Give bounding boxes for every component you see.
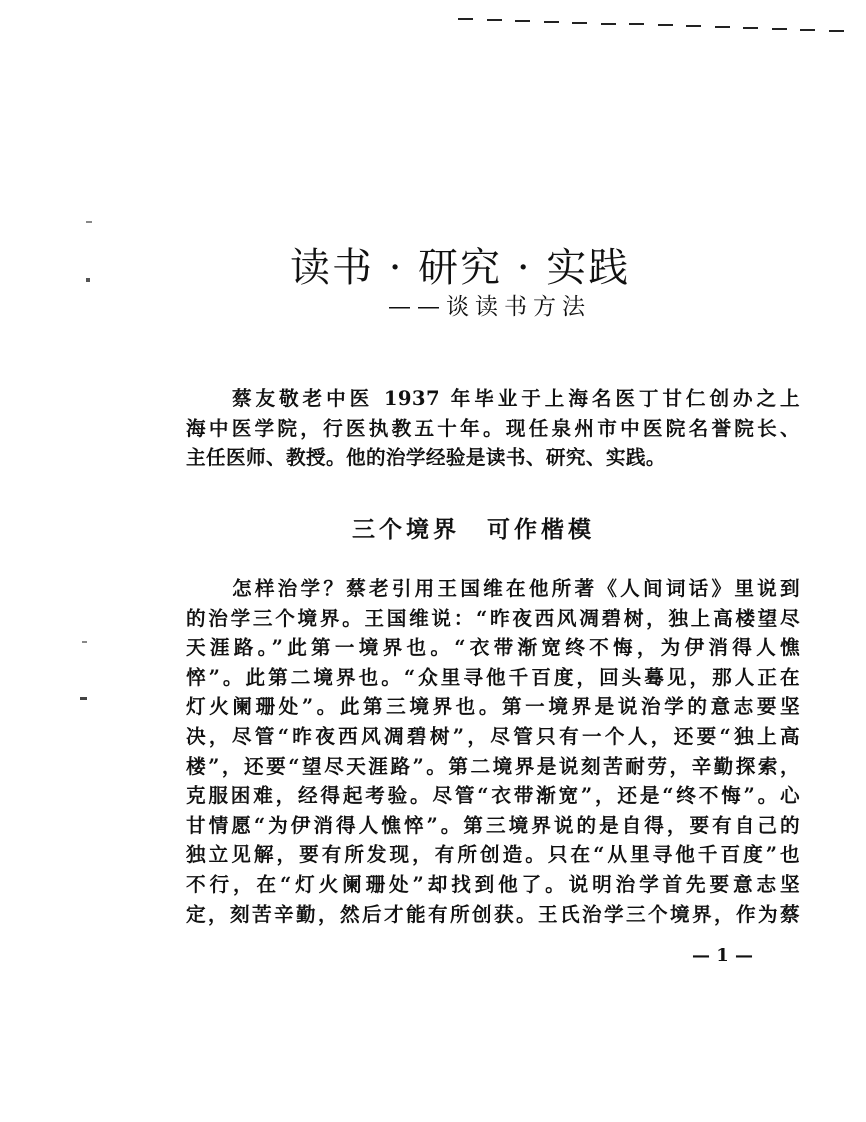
dash-segment xyxy=(544,21,559,23)
body-line: 甘情愿“为伊消得人憔悴”。第三境界说的是自得，要有自己的 xyxy=(186,813,800,837)
dash-segment xyxy=(487,19,502,21)
intro-line: 海中医学院，行医执教五十年。现任泉州市中医院名誉院长、 xyxy=(186,416,800,440)
scan-artifact xyxy=(80,697,87,700)
intro-line: 蔡友敬老中医 1937 年毕业于上海名医丁甘仁创办之上 xyxy=(232,387,800,410)
dash-segment xyxy=(743,27,758,29)
body-line: 克服困难，经得起考验。尽管“衣带渐宽”，还是“终不悔”。心 xyxy=(186,784,800,808)
body-line: 灯火阑珊处”。此第三境界也。第一境界是说治学的意志要坚 xyxy=(186,695,800,719)
dash-segment xyxy=(458,18,473,20)
dash-segment xyxy=(629,23,644,25)
dash-segment xyxy=(686,25,701,27)
header-dashed-rule xyxy=(458,18,858,42)
scan-artifact xyxy=(82,641,87,643)
body-line: 定，刻苦辛勤，然后才能有所创获。王氏治学三个境界，作为蔡 xyxy=(186,902,800,926)
intro-paragraph xyxy=(186,384,800,473)
page-title: 读书 · 研究 · 实践 xyxy=(290,245,631,291)
body-paragraph xyxy=(186,574,800,929)
dash-segment xyxy=(658,24,673,26)
dash-segment xyxy=(515,20,530,22)
body-line: 决，尽管“昨夜西风凋碧树”，尽管只有一个人，还要“独上高 xyxy=(186,724,800,748)
dash-segment xyxy=(772,28,787,30)
body-line: 怎样治学？蔡老引用王国维在他所著《人间词话》里说到 xyxy=(232,577,800,600)
scan-artifact xyxy=(86,278,90,282)
section-heading: 三个境界 可作楷模 xyxy=(352,516,595,543)
intro-line: 主任医师、教授。他的治学经验是读书、研究、实践。 xyxy=(186,446,666,470)
dash-segment xyxy=(829,30,844,32)
dash-segment xyxy=(715,26,730,28)
body-line: 悴”。此第二境界也。“众里寻他千百度，回头蓦见，那人正在 xyxy=(186,665,800,689)
body-line: 楼”，还要“望尽天涯路”。第二境界是说刻苦耐劳，辛勤探索， xyxy=(186,754,800,778)
body-line: 天涯路。”此第一境界也。“衣带渐宽终不悔，为伊消得人憔 xyxy=(186,636,800,660)
body-line: 独立见解，要有所发现，有所创造。只在“从里寻他千百度”也 xyxy=(186,843,800,867)
page-subtitle: ——谈读书方法 xyxy=(388,294,591,320)
body-line: 的治学三个境界。王国维说：“昨夜西风凋碧树，独上高楼望尽 xyxy=(186,606,800,630)
dash-segment xyxy=(601,23,616,25)
body-line: 不行，在“灯火阑珊处”却找到他了。说明治学首先要意志坚 xyxy=(186,872,800,896)
dash-segment xyxy=(800,29,815,31)
scan-artifact xyxy=(86,221,92,223)
dash-segment xyxy=(572,22,587,24)
page-number: — 1 — xyxy=(692,945,754,966)
